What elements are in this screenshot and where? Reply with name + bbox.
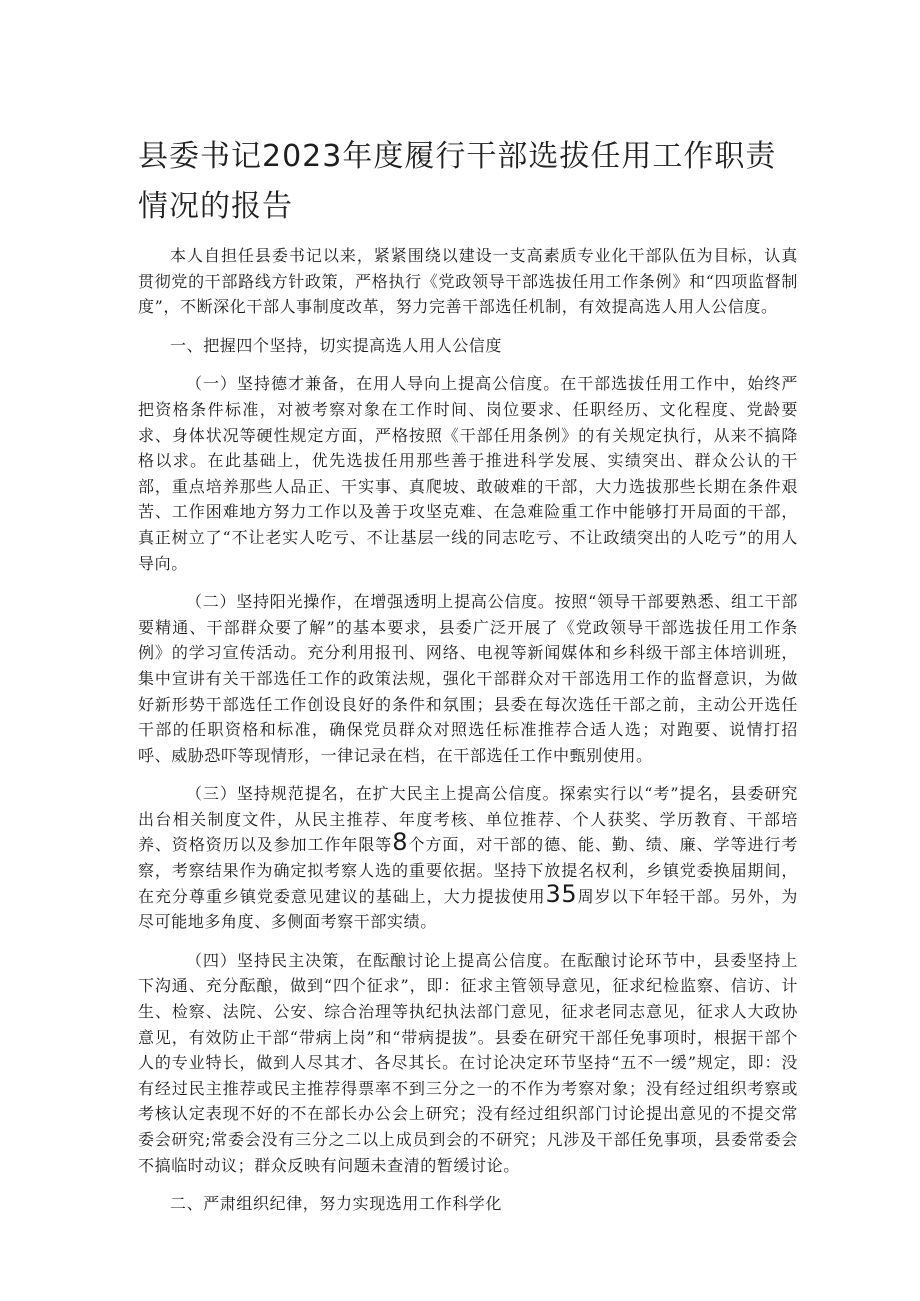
intro-paragraph: 本人自担任县委书记以来，紧紧围绕以建设一支高素质专业化干部队伍为目标，认真贯彻党的干部路线方针政策，严格执行《党政领导干部选拔任用工作条例》和“四项监督制度”，不断深化干部人事制度改革，努力完善干部选任机制，有效提高选人用人公信度。 [138, 246, 798, 317]
point3-text-a: （三）坚持规范提名，在扩大民主上提高公信度。探索实行以“考”提名，县委研究出台相关制度文件，从民主推荐、年度考核、单位推荐、个人获奖、学历教育、干部培养、资格资历以及参加工作年限等 [138, 784, 798, 855]
point-paragraph-4: （四）坚持民主决策，在酝酿讨论上提高公信度。在酝酿讨论环节中，县委坚持上下沟通、充分酝酿，做到“四个征求”，即：征求主管领导意见，征求纪检监察、信访、计生、检察、法院、公安、综合治理等执纪执法部门意见，征求老同志意见，征求人大政协意见，有效防止干部“带病上岗”和“带病提拔”。县委在研究干部任免事项时，根据干部个人的专业特长，做到人尽其才、各尽其长。在讨论决定环节坚持“五不一缓”规定，即：没有经过民主推荐或民主推荐得票率不到三分之一的不作为考察对象；没有经过组织考察或考核认定表现不好的不在部长办公会上研究；没有经过组织部门讨论提出意见的不提交常委会研究;常委会没有三分之二以上成员到会的不研究；凡涉及干部任免事项，县委常委会不搞临时动议；群众反映有问题未查清的暂缓讨论。 [138, 950, 798, 1175]
point-paragraph-3 [138, 781, 798, 935]
document-body [138, 243, 798, 1230]
point3-text-c: 周岁以下年轻干部。另外，为尽可能地多角度、多侧面考察干部实绩。 [138, 886, 798, 932]
point3-text-b: 个方面，对干部的德、能、勤、绩、廉、学等进行考察，考察结果作为确定拟考察人选的重要依据。坚持下放提名权利，乡镇党委换届期间，在充分尊重乡镇党委意见建议的基础上，大力提拔使用 [138, 835, 798, 906]
point3-number-aspects: 8 [392, 828, 409, 857]
point-paragraph-1: （一）坚持德才兼备，在用人导向上提高公信度。在干部选拔任用工作中，始终严把资格条件标准，对被考察对象在工作时间、岗位要求、任职经历、文化程度、党龄要求、身体状况等硬性规定方面，严格按照《干部任用条例》的有关规定执行，从来不搞降格以求。在此基础上，优先选拔任用那些善于推进科学发展、实绩突出、群众公认的干部，重点培养那些人品正、干实事、真爬坡、敢破难的干部，大力选拔那些长期在条件艰苦、工作困难地方努力工作以及善于攻坚克难、在急难险重工作中能够打开局面的干部，真正树立了“不让老实人吃亏、不让基层一线的同志吃亏、不让政绩突出的人吃亏”的用人导向。 [138, 374, 798, 573]
point-paragraph-2: （二）坚持阳光操作，在增强透明上提高公信度。按照“领导干部要熟悉、组工干部要精通、干部群众要了解”的基本要求，县委广泛开展了《党政领导干部选拔任用工作条例》的学习宣传活动。充分利用报刊、网络、电视等新闻媒体和乡科级干部主体培训班，集中宣讲有关干部选任工作的政策法规，强化干部群众对干部选用工作的监督意识，为做好新形势干部选任工作创设良好的条件和氛围；县委在每次选任干部之前，主动公开选任干部的任职资格和标准，确保党员群众对照选任标准推荐合适人选；对跑要、说情打招呼、威胁恐吓等现情形，一律记录在档，在干部选任工作中甄别使用。 [138, 592, 798, 765]
section-heading-2: 二、严肃组织纪律，努力实现选用工作科学化 [170, 1194, 503, 1214]
point3-number-age: 35 [545, 879, 578, 908]
document-title: 县委书记2023年度履行干部选拔任用工作职责情况的报告 [138, 139, 777, 224]
section-heading-1: 一、把握四个坚持，切实提高选人用人公信度 [170, 335, 503, 355]
